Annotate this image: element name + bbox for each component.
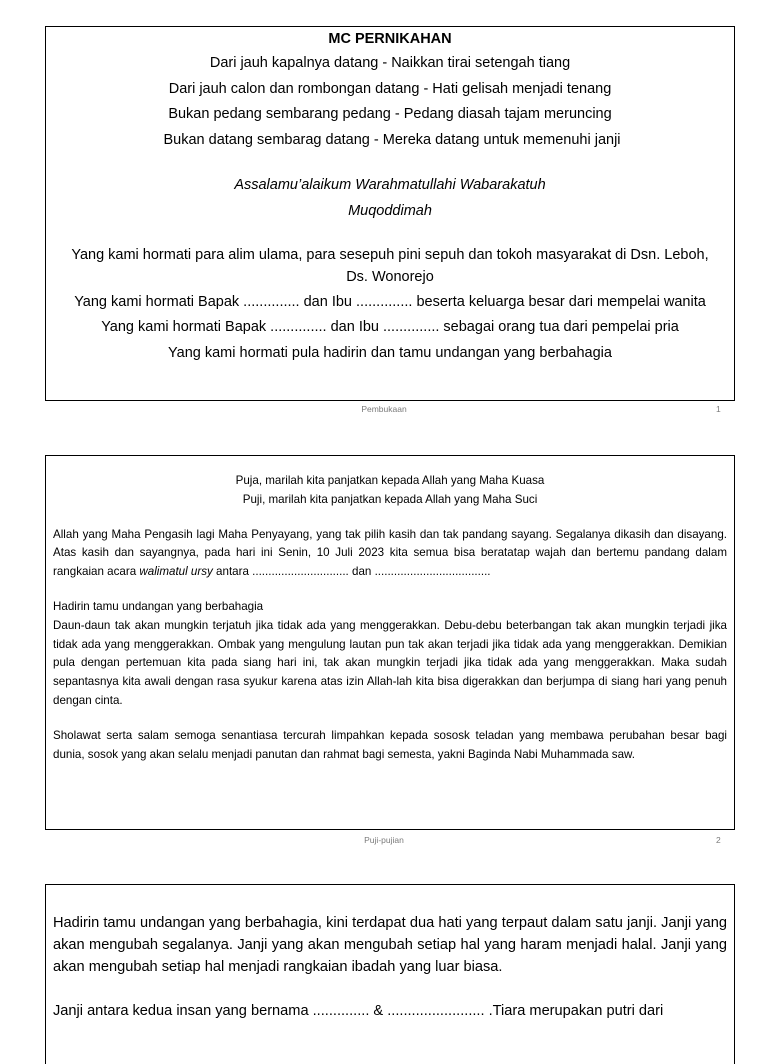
paragraph: Hadirin tamu undangan yang berbahagia, kini terdapat dua hati yang terpaut dalam satu janji. Janji yang akan mengubah segalanya. Janji yang akan mengubah setiap hal yang haram menjadi halal. Janji yang akan mengubah setiap hal menjadi rangkaian ibadah yang luar biasa. (53, 915, 727, 975)
honorific-line: Yang kami hormati para alim ulama, para sesepuh pini sepuh dan tokoh masyarakat di Dsn. Leboh, Ds. Wonorejo (71, 247, 709, 285)
paragraph: Sholawat serta salam semoga senantiasa tercurah limpahkan kepada sososk teladan yang membawa perubahan besar bagi dunia, sosok yang akan selalu menjadi panutan dan rahmat bagi semesta, yakni Baginda Nabi Muhammada saw. (53, 728, 727, 761)
page-number: 2 (716, 835, 721, 845)
greeting: Assalamu’alaikum Warahmatullahi Wabarakatuh (234, 177, 546, 193)
praise-line: Puji, marilah kita panjatkan kepada Allah yang Maha Suci (242, 492, 538, 506)
pantun-line: Dari jauh calon dan rombongan datang - Hati gelisah menjadi tenang (168, 80, 612, 97)
footer-label: Puji-pujian (364, 835, 404, 845)
pantun-line: Dari jauh kapalnya datang - Naikkan tirai setengah tiang (209, 55, 571, 71)
paragraph: Daun-daun tak akan mungkin terjatuh jika tidak ada yang menggerakkan. Debu-debu beterbangan tak akan mungkin terjadi jika tidak ada yang menggerakkan. Ombak yang mengulung lautan pun tak akan terjadi jika tidak ada yang menggerakkan. Demikian pula dengan pertemuan kita pada siang hari ini, tak akan mungkin terjadi jika tidak ada yang menggerakkan. Maka sudah sepantasnya kita awali dengan rasa syukur karena atas izin Allah-lah kita bisa digerakkan dan berjumpa di siang hari yang penuh dengan cinta. (53, 618, 727, 707)
paragraph-text: Allah yang Maha Pengasih lagi Maha Penyayang, yang tak pilih kasih dan tak pandang sayang. Segalanya dikasih dan disayang. Atas kasih dan sayangnya, pada hari ini Senin, 10 Juli 2023 kita semua bisa beratatap wajah dan bertemu pandang dalam rangkaian acara (53, 527, 727, 579)
page-number: 1 (716, 404, 721, 414)
praise-line: Puja, marilah kita panjatkan kepada Allah yang Maha Kuasa (235, 474, 545, 487)
paragraph-text: antara .............................. dan .................................... (212, 565, 491, 579)
pantun-line: Bukan pedang sembarang pedang - Pedang diasah tajam meruncing (168, 106, 612, 122)
page-3 (45, 884, 735, 1064)
page-2 (45, 455, 735, 830)
honorific-line: Yang kami hormati pula hadirin dan tamu undangan yang berbahagia (168, 344, 612, 361)
honorific-line: Yang kami hormati Bapak .............. dan Ibu .............. beserta keluarga besar dari mempelai wanita (74, 294, 706, 310)
paragraph (53, 526, 727, 582)
paragraph-italic-text: walimatul ursy (139, 565, 213, 579)
footer-label: Pembukaan (361, 404, 407, 414)
section-heading: Hadirin tamu undangan yang berbahagia (53, 599, 264, 613)
honorific-line: Yang kami hormati Bapak .............. dan Ibu .............. sebagai orang tua dari pempelai pria (101, 319, 679, 335)
paragraph: Janji antara kedua insan yang bernama .............. & ........................ .Tiara merupakan putri dari (53, 1003, 664, 1019)
page-1 (45, 26, 735, 401)
section-subtitle: Muqoddimah (348, 202, 432, 219)
document-title: MC PERNIKAHAN (328, 31, 452, 47)
pantun-line: Bukan datang sembarag datang - Mereka datang untuk memenuhi janji (159, 131, 621, 148)
